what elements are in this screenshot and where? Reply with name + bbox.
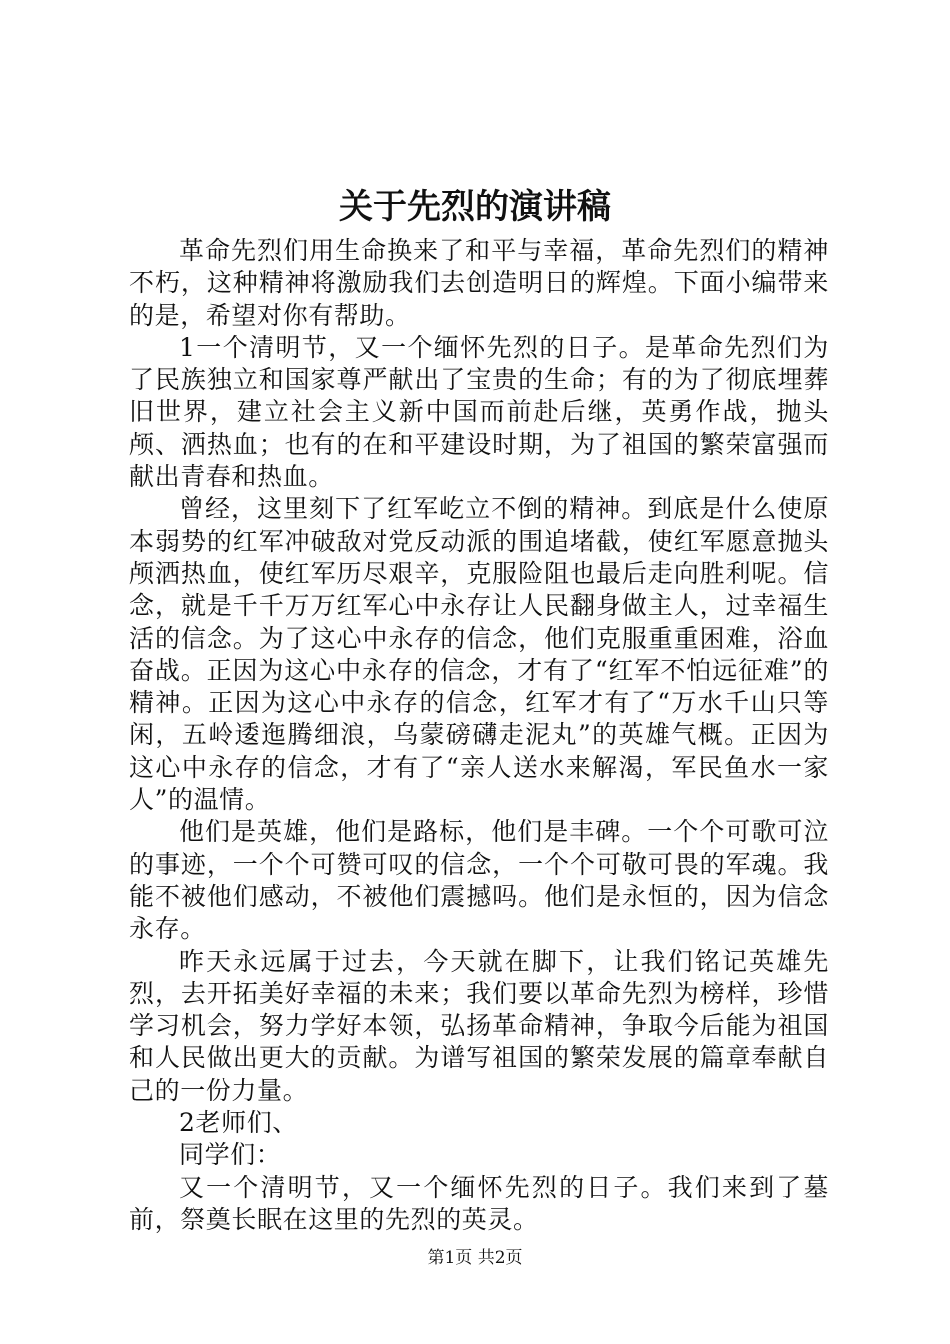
page-footer: 第1页 共2页 xyxy=(427,1248,523,1268)
paragraph-4: 昨天永远属于过去，今天就在脚下，让我们铭记英雄先烈，去开拓美好幸福的未来；我们要以革命先烈为榜样，珍惜学习机会，努力学好本领，弘扬革命精神，争取今后能为祖国和人民做出更大的贡献。为谱写祖国的繁荣发展的篇章奉献自己的一份力量。 xyxy=(129,946,829,1105)
paragraph-5: 2老师们、 xyxy=(179,1108,298,1138)
paragraph-7: 又一个清明节，又一个缅怀先烈的日子。我们来到了墓前，祭奠长眠在这里的先烈的英灵。 xyxy=(129,1172,829,1234)
paragraph-intro: 革命先烈们用生命换来了和平与幸福，革命先烈们的精神不朽，这种精神将激励我们去创造明日的辉煌。下面小编带来的是，希望对你有帮助。 xyxy=(129,236,829,330)
paragraph-1: 1一个清明节，又一个缅怀先烈的日子。是革命先烈们为了民族独立和国家尊严献出了宝贵的生命；有的为了彻底埋葬旧世界，建立社会主义新中国而前赴后继，英勇作战，抛头颅、洒热血；也有的在和平建设时期，为了祖国的繁荣富强而献出青春和热血。 xyxy=(129,332,829,492)
paragraph-6: 同学们： xyxy=(179,1140,282,1170)
paragraph-2: 曾经，这里刻下了红军屹立不倒的精神。到底是什么使原本弱势的红军冲破敌对党反动派的围追堵截，使红军愿意抛头颅洒热血，使红军历尽艰辛，克服险阻也最后走向胜利呢。信念，就是千千万万红军心中永存让人民翻身做主人，过幸福生活的信念。为了这心中永存的信念，他们克服重重困难，浴血奋战。正因为这心中永存的信念，才有了“红军不怕远征难”的精神。正因为这心中永存的信念，红军才有了“万水千山只等闲，五岭逶迤腾细浪，乌蒙磅礴走泥丸”的英雄气概。正因为这心中永存的信念，才有了“亲人送水来解渴，军民鱼水一家人”的温情。 xyxy=(129,494,829,815)
page-title: 关于先烈的演讲稿 xyxy=(339,187,611,227)
document-body xyxy=(129,235,829,1236)
paragraph-3: 他们是英雄，他们是路标，他们是丰碑。一个个可歌可泣的事迹，一个个可赞可叹的信念，一个个可敬可畏的军魂。我能不被他们感动，不被他们震撼吗。他们是永恒的，因为信念永存。 xyxy=(129,817,829,944)
